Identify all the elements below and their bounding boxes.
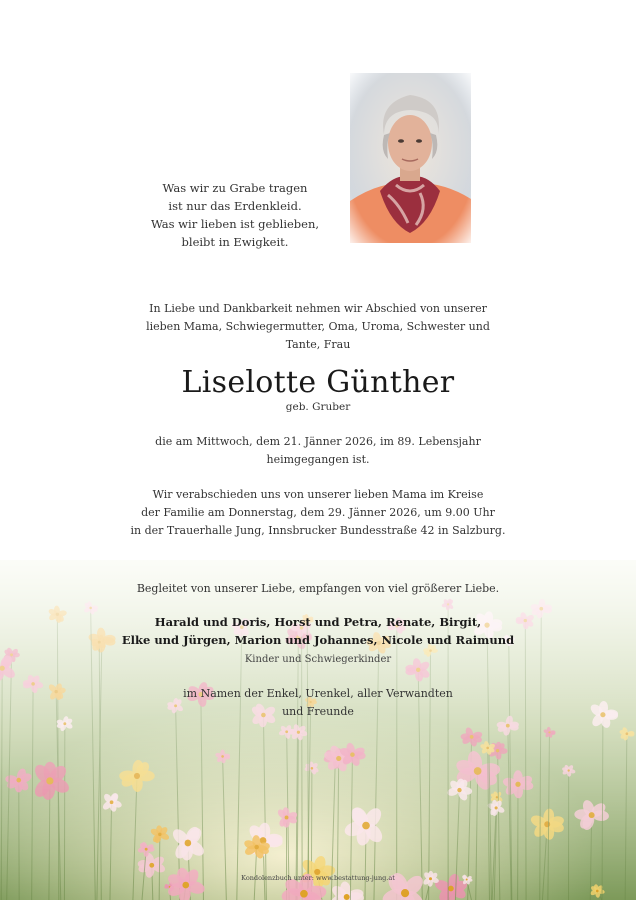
passing-text [0,433,636,469]
grandchildren-line: und Freunde [282,705,354,718]
intro-text [0,300,636,354]
funeral-details [0,486,636,540]
passing-line: heimgegangen ist. [266,453,370,466]
intro-line: In Liebe und Dankbarkeit nehmen wir Abschied von unserer [149,302,487,315]
passing-line: die am Mittwoch, dem 21. Jänner 2026, im 89. Lebensjahr [155,435,481,448]
intro-line: Tante, Frau [285,338,351,351]
poem-line: bleibt in Ewigkeit. [181,235,289,249]
deceased-name: Liselotte Günther [181,365,455,400]
poem [130,179,340,251]
family-caption: Kinder und Schwiegerkinder [244,654,392,665]
funeral-line: in der Trauerhalle Jung, Innsbrucker Bundesstraße 42 in Salzburg. [130,524,506,537]
poem-line: Was wir lieben ist geblieben, [150,217,320,231]
grandchildren-line: im Namen der Enkel, Urenkel, aller Verwandten [183,687,453,700]
intro-line: lieben Mama, Schwiegermutter, Oma, Uroma, Schwester und [146,320,490,333]
family-names [0,613,636,649]
family-line: Elke und Jürgen, Marion und Johannes, Nicole und Raimund [121,633,515,647]
motto-text: Begleitet von unserer Liebe, empfangen von viel größerer Liebe. [136,582,500,595]
funeral-line: der Familie am Donnerstag, dem 29. Jänner 2026, um 9.00 Uhr [141,506,495,519]
funeral-line: Wir verabschieden uns von unserer lieben Mama im Kreise [152,488,484,501]
condolence-footer: Kondolenzbuch unter: www.bestattung-jung.at [241,874,395,882]
maiden-name: geb. Gruber [285,401,351,413]
portrait-photo [350,73,471,243]
poem-line: ist nur das Erdenkleid. [168,199,302,213]
family-line: Harald und Doris, Horst und Petra, Renate, Birgit, [154,615,482,629]
grandchildren-text [0,685,636,721]
poem-line: Was wir zu Grabe tragen [162,181,308,195]
